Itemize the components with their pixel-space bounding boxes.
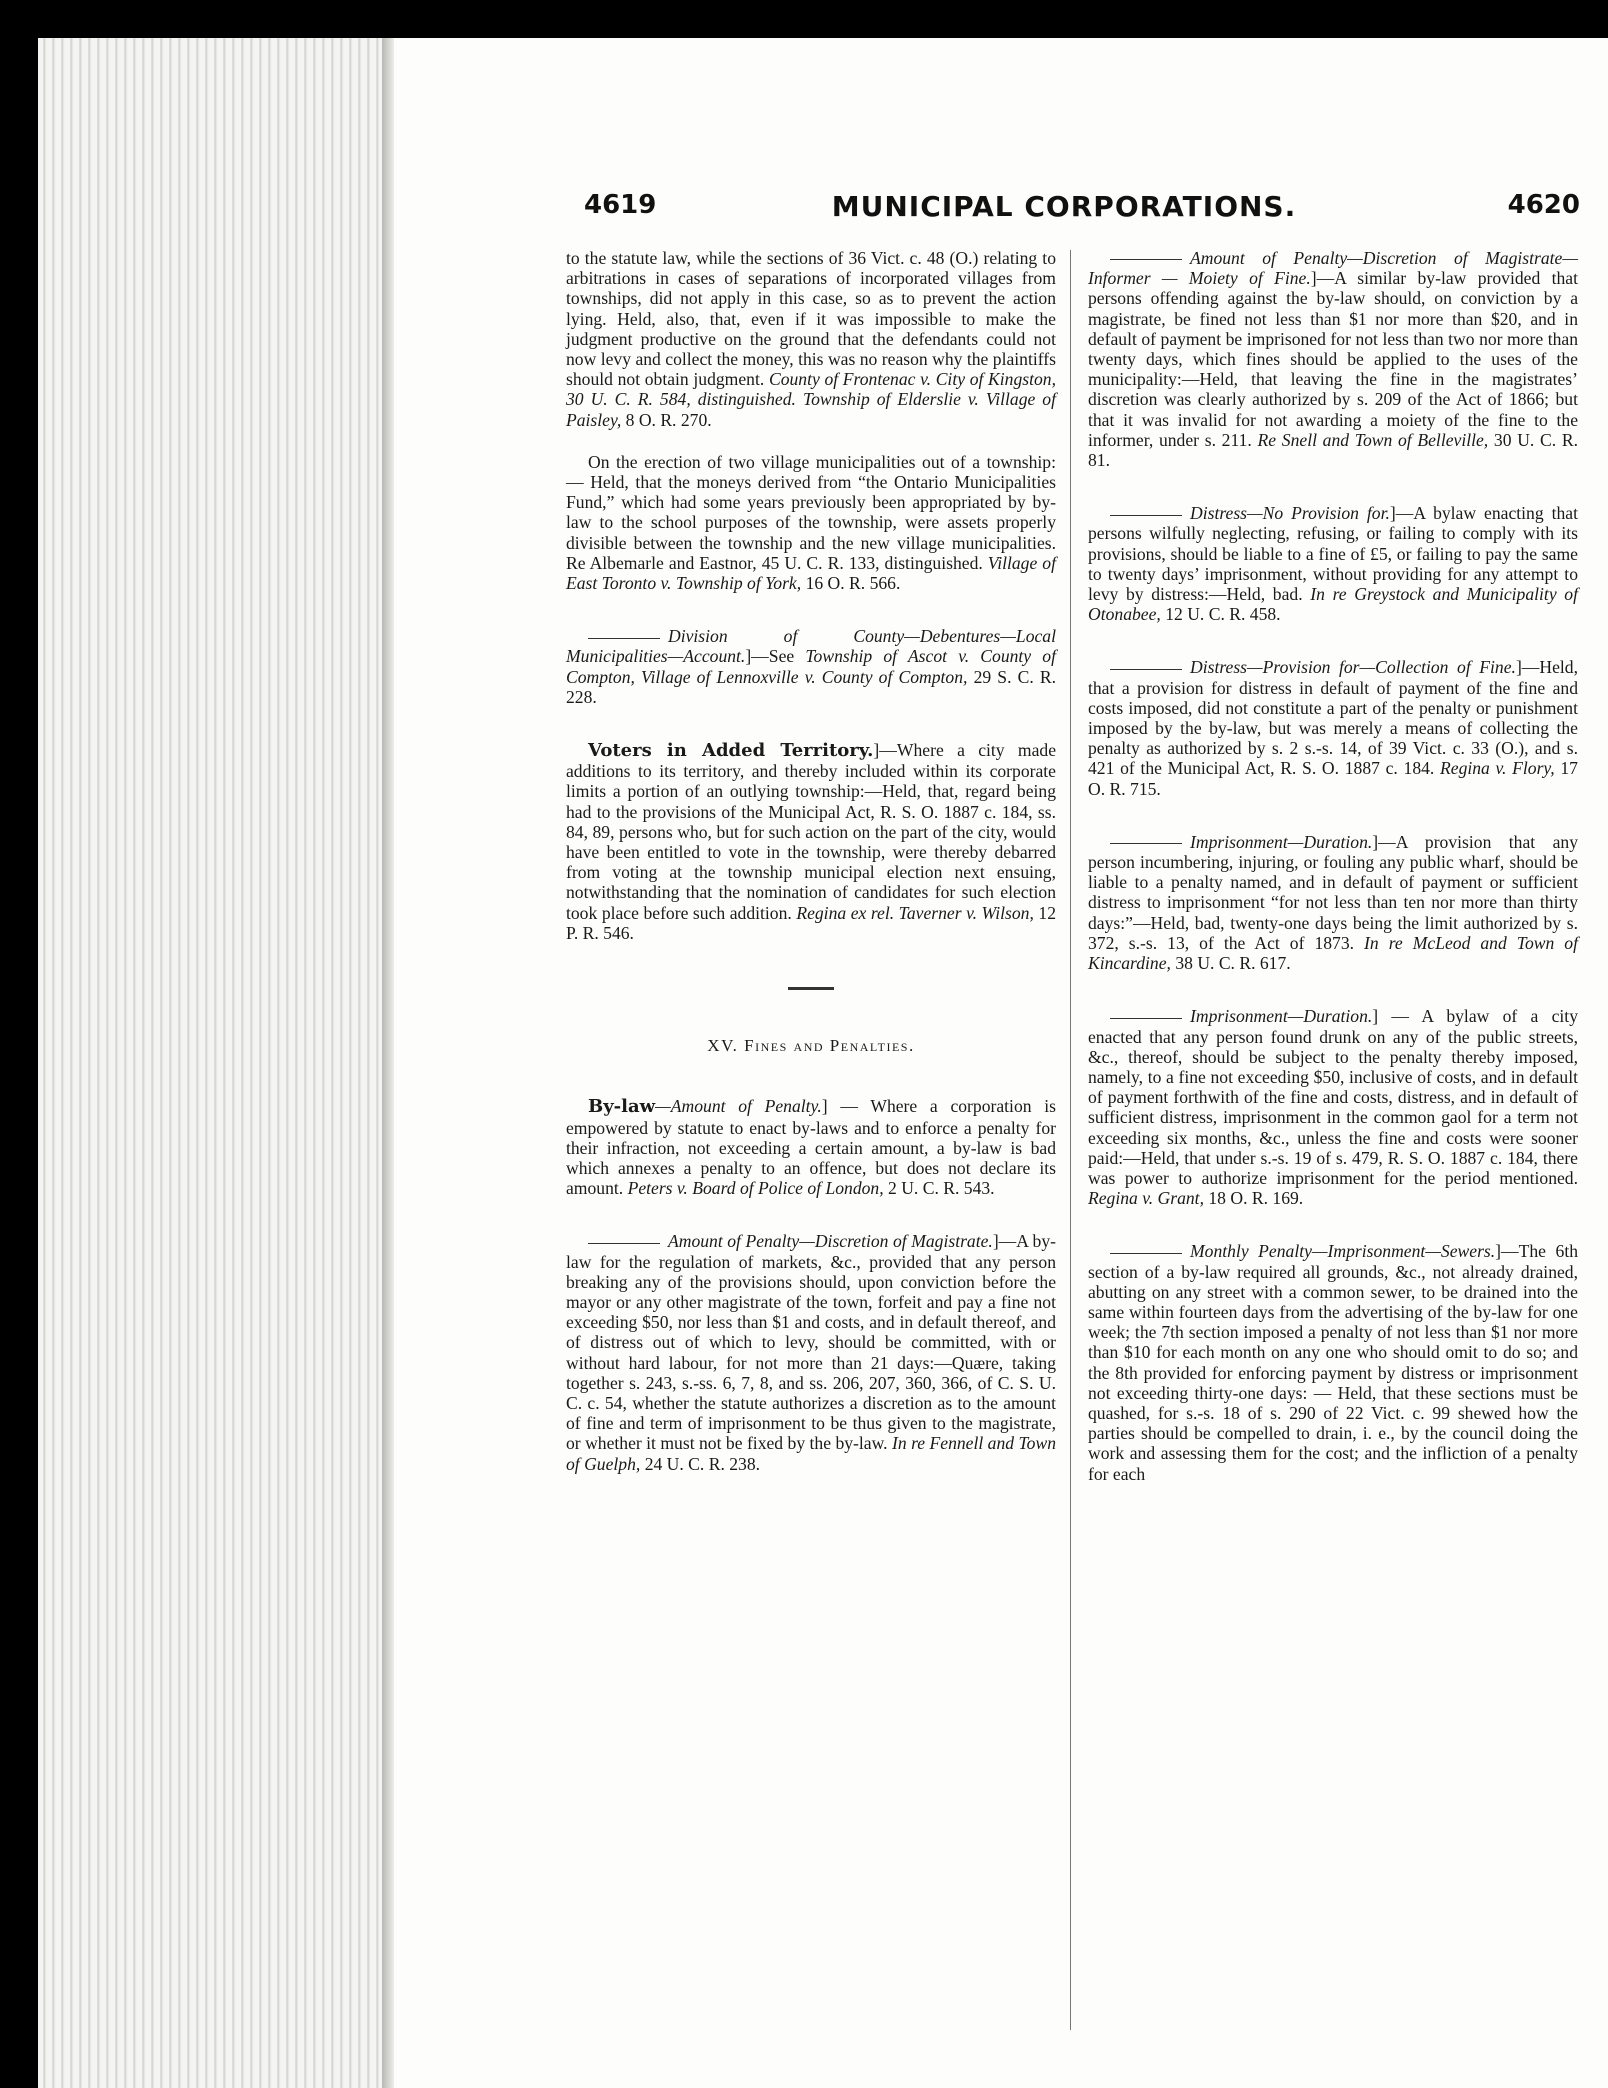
left-column	[566, 248, 1056, 1496]
dash-rule	[588, 1243, 660, 1244]
right-column	[1088, 248, 1578, 1506]
dash-rule	[588, 638, 660, 639]
paragraph: Imprisonment—Duration.] — A bylaw of a city enacted that any person found drunk on any of the public streets, &c., thereof, should be subject to the penalty thereby imposed, namely, to a fine not exceeding $50, inclusive of costs, and in default of payment forthwith of the fine and costs, distress, and in default of sufficient distress, imprisonment in the common gaol for a term not exceeding six months, &c., unless the fine and costs were sooner paid:—Held, that under s.-s. 19 of s. 479, R. S. O. 1887 c. 184, there was power to authorize imprisonment for the period mentioned. Regina v. Grant, 18 O. R. 169.	[1088, 1006, 1578, 1209]
page-header	[548, 190, 1580, 250]
scanned-page	[38, 38, 1608, 2088]
paragraph: Monthly Penalty—Imprisonment—Sewers.]—The 6th section of a by-law required all grounds, &c., not already drained, abutting on any street with a common sewer, to be drained into the same within fourteen days from the advertising of the by-law for one week; the 7th section imposed a penalty of not less than $1 nor more than $10 for each month on any one who should omit to do so; and the 8th provided for enforcing payment by distress or imprisonment not exceeding thirty-one days: — Held, that these sections must be quashed, for s.-s. 18 of s. 290 of 22 Vict. c. 99 shewed how the parties should be compelled to drain, i. e., by the council doing the work and assessing them for the cost; and the infliction of a penalty for each	[1088, 1241, 1578, 1484]
dash-rule	[1110, 1253, 1182, 1254]
book-page-edges	[38, 38, 388, 2088]
section-divider	[788, 987, 834, 990]
running-title: MUNICIPAL CORPORATIONS.	[831, 190, 1297, 223]
dash-rule	[1110, 259, 1182, 260]
paragraph: Amount of Penalty—Discretion of Magistrate—Informer — Moiety of Fine.]—A similar by-law provided that persons offending against the by-law should, on conviction by a magistrate, be fined not less than $1 nor more than $20, and in default of payment be imprisoned for not less than two nor more than twenty days, which fines should be applied to the uses of the municipality:—Held, that leaving the fine in the magistrates’ discretion was clearly authorized by s. 209 of the Act of 1866; but that it was invalid for not awarding a moiety of the fine to the informer, under s. 211. Re Snell and Town of Belleville, 30 U. C. R. 81.	[1088, 248, 1579, 471]
dash-rule	[1110, 843, 1182, 844]
paragraph: Division of County—Debentures—Local Municipalities—Account.]—See Township of Ascot v. County of Compton, Village of Lennoxville v. County of Compton, 29 S. C. R. 228.	[566, 626, 1056, 707]
column-divider	[1070, 250, 1071, 2030]
paragraph: Distress—No Provision for.]—A bylaw enacting that persons wilfully neglecting, refusing, or failing to comply with its provisions, should be liable to a fine of £5, or failing to pay the same to twenty days’ imprisonment, without providing for any attempt to levy by distress:—Held, bad. In re Greystock and Municipality of Otonabee, 12 U. C. R. 458.	[1088, 503, 1578, 625]
paragraph: Voters in Added Territory.]—Where a city made additions to its territory, and thereby included within its corporate limits a portion of an outlying township:—Held, that, regard being had to the provisions of the Municipal Act, R. S. O. 1887 c. 184, ss. 84, 89, persons who, but for such action on the part of the city, would have been entitled to vote in the township, were thereby debarred from voting at the township municipal election next ensuing, notwithstanding that the nomination of candidates for such election took place before such addition. Regina ex rel. Taverner v. Wilson, 12 P. R. 546.	[566, 740, 1056, 943]
paragraph: Amount of Penalty—Discretion of Magistrate.]—A by-law for the regulation of markets, &c., provided that any person breaking any of the provisions should, upon conviction before the mayor or any other magistrate of the town, forfeit and pay a fine not exceeding $50, nor less than $1 and costs, and in default thereof, and of distress out of which to levy, should be committed, with or without hard labour, for not more than 21 days:—Quære, taking together s. 243, s.-ss. 6, 7, 8, and ss. 206, 207, 360, 366, of C. S. U. C. c. 54, whether the statute authorizes a discretion as to the amount of fine and term of imprisonment to be thus given to the magistrate, or whether it must not be fixed by the by-law. In re Fennell and Town of Guelph, 24 U. C. R. 238.	[566, 1231, 1056, 1474]
paragraph: Imprisonment—Duration.]—A provision that any person incumbering, injuring, or fouling any public wharf, should be liable to a penalty named, and in default of payment or sufficient distress to imprisonment “for not less than ten nor more than thirty days:”—Held, bad, twenty-one days being the limit authorized by s. 372, s.-s. 13, of the Act of 1873. In re McLeod and Town of Kincardine, 38 U. C. R. 617.	[1088, 831, 1578, 974]
paragraph: to the statute law, while the sections of 36 Vict. c. 48 (O.) relating to arbitrations in cases of separations of incorporated villages from townships, did not apply in this case, so as to prevent the action lying. Held, also, that, even if it was impossible to make the judgment productive on the ground that the defendants could not now levy and collect the money, this was no reason why the plaintiffs should not obtain judgment. County of Frontenac v. City of Kingston, 30 U. C. R. 584, distinguished. Township of Elderslie v. Village of Paisley, 8 O. R. 270.	[566, 248, 1056, 430]
paragraph: By-law—Amount of Penalty.] — Where a corporation is empowered by statute to enact by-laws and to enforce a penalty for their infraction, not exceeding a certain amount, a by-law is bad which annexes a penalty to an offence, but does not declare its amount. Peters v. Board of Police of London, 2 U. C. R. 543.	[566, 1096, 1056, 1199]
dash-rule	[1110, 669, 1182, 670]
paragraph: Distress—Provision for—Collection of Fine.]—Held, that a provision for distress in default of payment of the fine and costs imposed, did not constitute a part of the penalty or punishment imposed by the by-law, but was merely a means of collecting the penalty as authorized by s. 2 s.-s. 14, of 39 Vict. c. 33 (O.), and s. 421 of the Municipal Act, R. S. O. 1887 c. 184. Regina v. Flory, 17 O. R. 715.	[1088, 657, 1578, 799]
paragraph: On the erection of two village municipalities out of a township: — Held, that the moneys derived from “the Ontario Municipalities Fund,” which had some years previously been appropriated by by-law to the school purposes of the township, were assets properly divisible between the township and the new village municipalities. Re Albemarle and Eastnor, 45 U. C. R. 133, distinguished. Village of East Toronto v. Township of York, 16 O. R. 566.	[566, 451, 1056, 594]
dash-rule	[1110, 1018, 1182, 1019]
dash-rule	[1110, 515, 1182, 516]
section-heading: XV. Fines and Penalties.	[707, 1036, 915, 1056]
left-page-number: 4619	[584, 190, 657, 220]
right-page-number: 4620	[1507, 190, 1580, 220]
